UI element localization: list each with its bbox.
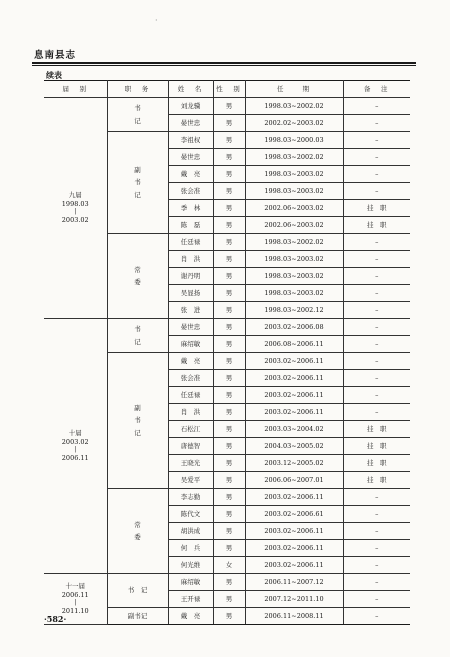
name-cell: 何光维 (168, 557, 213, 574)
name-cell: 晏世忠 (168, 149, 213, 166)
position-char: 书 (134, 416, 141, 425)
period-cell: 1998.03~2002.02 (245, 98, 343, 115)
officials-table (44, 80, 410, 625)
gender-cell: 男 (213, 472, 245, 489)
name-cell: 戴 亮 (168, 166, 213, 183)
gender-cell: 男 (213, 608, 245, 625)
name-cell: 肖 洪 (168, 404, 213, 421)
name-cell: 晏世忠 (168, 319, 213, 336)
position-char: 委 (134, 278, 141, 286)
note-cell: 挂 职 (343, 438, 410, 455)
note-cell: – (343, 336, 410, 353)
position-cell (107, 98, 168, 132)
position-char: 记 (134, 190, 141, 199)
note-cell: – (343, 404, 410, 421)
gender-cell: 男 (213, 285, 245, 302)
name-cell: 王开禄 (168, 591, 213, 608)
period-cell: 1998.03~2003.02 (245, 285, 343, 302)
position-char: 记 (134, 116, 141, 125)
note-cell: – (343, 523, 410, 540)
column-header: 届 别 (44, 81, 107, 98)
position-char: 记 (134, 428, 141, 437)
term-name: 九届 (68, 190, 82, 199)
note-cell: 挂 职 (343, 217, 410, 234)
table-header-row (44, 81, 410, 98)
continued-table-label: 续表 (46, 70, 62, 80)
term-sep: | (74, 446, 77, 454)
gender-cell: 男 (213, 540, 245, 557)
gender-cell: 男 (213, 98, 245, 115)
gender-cell: 男 (213, 370, 245, 387)
period-cell: 1998.03~2003.02 (245, 251, 343, 268)
period-cell: 2003.02~2006.11 (245, 353, 343, 370)
name-cell: 陈 磊 (168, 217, 213, 234)
note-cell: – (343, 115, 410, 132)
position-char: 副书记 (127, 611, 148, 620)
note-cell: 挂 职 (343, 455, 410, 472)
gender-cell: 男 (213, 268, 245, 285)
note-cell: – (343, 506, 410, 523)
note-cell: 挂 职 (343, 421, 410, 438)
name-cell: 李志勤 (168, 489, 213, 506)
gender-cell: 男 (213, 200, 245, 217)
period-cell: 1998.03~2003.02 (245, 166, 343, 183)
position-char: 记 (134, 337, 141, 346)
gender-cell: 男 (213, 455, 245, 472)
period-cell: 2003.03~2004.02 (245, 421, 343, 438)
name-cell: 戴 亮 (168, 353, 213, 370)
gender-cell: 男 (213, 438, 245, 455)
header-rule-thin (32, 65, 416, 66)
position-cell (107, 234, 168, 319)
note-cell: – (343, 251, 410, 268)
term-from: 2006.11 (61, 590, 89, 599)
name-cell: 晏世忠 (168, 115, 213, 132)
note-cell: – (343, 132, 410, 149)
period-cell: 2003.02~2006.11 (245, 489, 343, 506)
name-cell: 吴显扬 (168, 285, 213, 302)
period-cell: 1998.03~2003.02 (245, 183, 343, 200)
term-name: 十届 (68, 428, 82, 437)
note-cell: – (343, 608, 410, 625)
column-header: 职 务 (107, 81, 168, 98)
gender-cell: 男 (213, 387, 245, 404)
gender-cell: 男 (213, 591, 245, 608)
gender-cell: 男 (213, 404, 245, 421)
term-cell (44, 98, 107, 319)
name-cell: 胡洪成 (168, 523, 213, 540)
position-char: 书 (134, 178, 141, 187)
note-cell: – (343, 302, 410, 319)
name-cell: 唐德智 (168, 438, 213, 455)
gender-cell: 男 (213, 115, 245, 132)
note-cell: – (343, 574, 410, 591)
term-to: 2006.11 (61, 454, 89, 463)
period-cell: 2006.11~2008.11 (245, 608, 343, 625)
period-cell: 1998.03~2002.02 (245, 149, 343, 166)
gender-cell: 男 (213, 336, 245, 353)
column-header: 备 注 (343, 81, 410, 98)
period-cell: 2006.11~2007.12 (245, 574, 343, 591)
name-cell: 张会准 (168, 370, 213, 387)
position-char: 书 (134, 104, 141, 113)
gender-cell: 男 (213, 251, 245, 268)
note-cell: – (343, 234, 410, 251)
position-char: 书 记 (127, 586, 148, 595)
table-row (44, 98, 410, 115)
gender-cell: 男 (213, 489, 245, 506)
term-cell (44, 319, 107, 574)
term-from: 1998.03 (61, 199, 89, 208)
name-cell: 张会准 (168, 183, 213, 200)
term-sep: | (74, 599, 77, 607)
column-header: 姓 名 (168, 81, 213, 98)
position-char: 常 (134, 265, 141, 274)
term-from: 2003.02 (61, 437, 89, 446)
name-cell: 任廷禄 (168, 387, 213, 404)
name-cell: 李祖权 (168, 132, 213, 149)
period-cell: 2007.12~2011.10 (245, 591, 343, 608)
note-cell: – (343, 149, 410, 166)
position-char: 副 (134, 165, 141, 174)
name-cell: 谢丹明 (168, 268, 213, 285)
gender-cell: 男 (213, 183, 245, 200)
note-cell: – (343, 268, 410, 285)
name-cell: 任廷禄 (168, 234, 213, 251)
header-rule-thick (32, 62, 416, 64)
position-char: 委 (134, 533, 141, 541)
period-cell: 2003.02~2006.61 (245, 506, 343, 523)
position-char: 书 (134, 325, 141, 334)
position-cell (107, 489, 168, 574)
table-row (44, 319, 410, 336)
period-cell: 1998.03~2003.02 (245, 268, 343, 285)
gender-cell: 男 (213, 234, 245, 251)
gender-cell: 男 (213, 132, 245, 149)
period-cell: 1998.03~2000.03 (245, 132, 343, 149)
term-to: 2003.02 (61, 216, 89, 225)
gender-cell: 男 (213, 353, 245, 370)
period-cell: 2003.02~2006.11 (245, 370, 343, 387)
note-cell: 挂 职 (343, 200, 410, 217)
name-cell: 刘龙骥 (168, 98, 213, 115)
name-cell: 季 林 (168, 200, 213, 217)
margin-mark: · (155, 16, 158, 25)
period-cell: 2003.12~2005.02 (245, 455, 343, 472)
period-cell: 2006.08~2006.11 (245, 336, 343, 353)
position-cell (107, 608, 168, 625)
column-header: 性 别 (213, 81, 245, 98)
name-cell: 张 进 (168, 302, 213, 319)
note-cell: – (343, 183, 410, 200)
table-row (44, 574, 410, 591)
name-cell: 麻绍敏 (168, 574, 213, 591)
period-cell: 2003.02~2006.11 (245, 387, 343, 404)
position-char: 常 (134, 520, 141, 529)
gender-cell: 男 (213, 523, 245, 540)
period-cell: 2002.06~2003.02 (245, 200, 343, 217)
term-sep: | (74, 208, 77, 216)
gender-cell: 女 (213, 557, 245, 574)
note-cell: – (343, 540, 410, 557)
gender-cell: 男 (213, 319, 245, 336)
name-cell: 戴 亮 (168, 608, 213, 625)
name-cell: 何 兵 (168, 540, 213, 557)
period-cell: 2006.06~2007.01 (245, 472, 343, 489)
position-cell (107, 132, 168, 234)
column-header: 任 期 (245, 81, 343, 98)
gender-cell: 男 (213, 166, 245, 183)
name-cell: 吴爱平 (168, 472, 213, 489)
name-cell: 石松江 (168, 421, 213, 438)
period-cell: 1998.03~2002.02 (245, 234, 343, 251)
period-cell: 2003.02~2006.11 (245, 404, 343, 421)
name-cell: 陈代文 (168, 506, 213, 523)
note-cell: – (343, 387, 410, 404)
gender-cell: 男 (213, 421, 245, 438)
period-cell: 2003.02~2006.11 (245, 523, 343, 540)
name-cell: 麻绍敏 (168, 336, 213, 353)
gender-cell: 男 (213, 506, 245, 523)
table-body (44, 98, 410, 625)
note-cell: – (343, 489, 410, 506)
note-cell: – (343, 353, 410, 370)
position-cell (107, 319, 168, 353)
gender-cell: 男 (213, 149, 245, 166)
gender-cell: 男 (213, 217, 245, 234)
gender-cell: 男 (213, 302, 245, 319)
term-to: 2011.10 (61, 607, 89, 616)
note-cell: – (343, 591, 410, 608)
note-cell: – (343, 166, 410, 183)
term-name: 十一届 (65, 581, 85, 590)
period-cell: 2002.06~2003.02 (245, 217, 343, 234)
note-cell: – (343, 319, 410, 336)
note-cell: – (343, 98, 410, 115)
period-cell: 2003.02~2006.11 (245, 557, 343, 574)
period-cell: 1998.03~2002.12 (245, 302, 343, 319)
gender-cell: 男 (213, 574, 245, 591)
position-cell (107, 574, 168, 608)
book-title: 息南县志 (34, 50, 77, 61)
note-cell: – (343, 285, 410, 302)
position-char: 副 (134, 403, 141, 412)
note-cell: – (343, 557, 410, 574)
name-cell: 肖 洪 (168, 251, 213, 268)
position-cell (107, 353, 168, 489)
note-cell: – (343, 370, 410, 387)
name-cell: 王晓光 (168, 455, 213, 472)
note-cell: 挂 职 (343, 472, 410, 489)
period-cell: 2004.03~2005.02 (245, 438, 343, 455)
period-cell: 2002.02~2003.02 (245, 115, 343, 132)
period-cell: 2003.02~2006.08 (245, 319, 343, 336)
period-cell: 2003.02~2006.11 (245, 540, 343, 557)
page-number: ·582· (44, 614, 67, 624)
